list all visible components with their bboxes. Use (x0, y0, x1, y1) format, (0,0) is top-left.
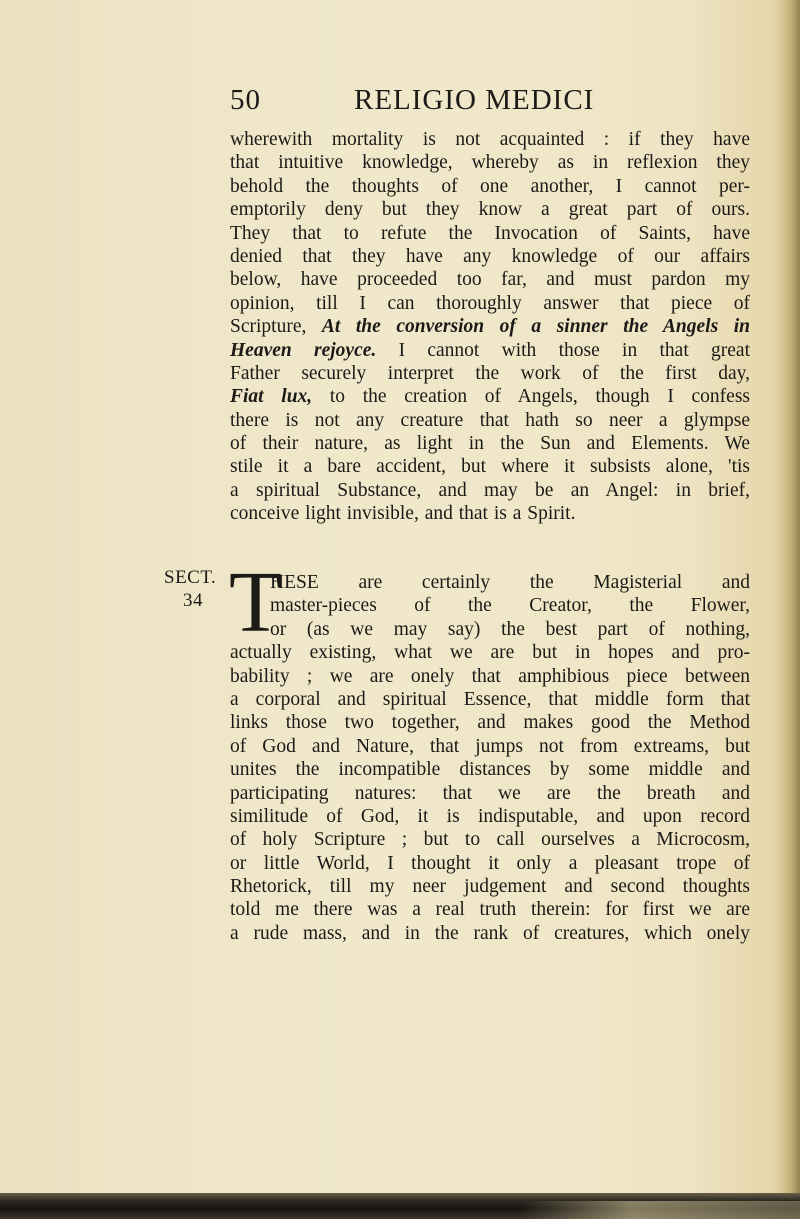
book-bottom-edge-highlight (520, 1201, 800, 1219)
text-line-with-italic (230, 339, 750, 362)
text-line: participating natures: that we are the breath and (230, 782, 750, 804)
text-line: there is not any creature that hath so neer a glympse (230, 409, 750, 431)
text-line: denied that they have any knowledge of our affairs (230, 245, 750, 267)
paragraph-one (230, 128, 750, 526)
text-line: emptorily deny but they know a great part of ours. (230, 199, 750, 221)
text-line: told me there was a real truth therein: for first we are (230, 899, 750, 921)
text-line: of holy Scripture ; but to call ourselves a Microcosm, (230, 829, 750, 851)
text-segment: I cannot with those in that great (376, 339, 750, 361)
text-line: of their nature, as light in the Sun and Elements. We (230, 433, 750, 455)
text-line: They that to refute the Invocation of Saints, have (230, 222, 750, 244)
italic-quotation: At the conversion of a sinner the Angels in (321, 316, 750, 338)
paragraph-two (230, 571, 750, 945)
text-segment: Scripture, (230, 316, 322, 338)
text-line-with-italic (230, 385, 750, 408)
text-line: a spiritual Substance, and may be an Angel: in brief, (230, 479, 750, 501)
text-line: opinion, till I can thoroughly answer that piece of (230, 292, 750, 314)
section-label: SECT. (164, 567, 217, 588)
text-line: conceive light invisible, and that is a Spirit. (230, 503, 576, 525)
text-line: that intuitive knowledge, whereby as in reflexion they (230, 152, 750, 174)
text-line: bability ; we are onely that amphibious piece between (230, 665, 750, 687)
running-title: RELIGIO MEDICI (354, 84, 595, 116)
text-line: links those two together, and makes good the Method (230, 712, 750, 734)
text-line: HESE are certainly the Magisterial and (270, 572, 750, 593)
text-segment: to the creation of Angels, though I confess (312, 386, 750, 408)
text-line: stile it a bare accident, but where it subsists alone, 'tis (230, 456, 750, 478)
text-line: Father securely interpret the work of the first day, (230, 362, 750, 384)
text-line: or (as we may say) the best part of nothing, (270, 618, 750, 640)
text-line: wherewith mortality is not acquainted : if they have (230, 129, 750, 150)
italic-quotation: Heaven rejoyce. (230, 339, 377, 361)
text-line: actually existing, what we are but in hopes and pro- (230, 642, 750, 664)
section-marker (164, 566, 222, 612)
page-number: 50 (230, 84, 261, 116)
text-line: unites the incompatible distances by some middle and (230, 759, 750, 781)
section-number: 34 (183, 590, 203, 611)
text-line: a rude mass, and in the rank of creatures, which onely (230, 922, 750, 944)
text-line: Rhetorick, till my neer judgement and second thoughts (230, 876, 750, 898)
italic-latin-phrase: Fiat lux, (230, 386, 313, 408)
text-line: a corporal and spiritual Essence, that middle form that (230, 688, 750, 710)
drop-cap: T (229, 553, 283, 650)
running-header (230, 84, 750, 120)
text-line: or little World, I thought it only a pleasant trope of (230, 852, 750, 874)
text-line: similitude of God, it is indisputable, and upon record (230, 805, 750, 827)
text-line-with-italic (230, 315, 750, 338)
text-line: below, have proceeded too far, and must pardon my (230, 269, 750, 291)
page-edge-shadow (778, 0, 800, 1219)
text-line: of God and Nature, that jumps not from extreams, but (230, 735, 750, 757)
text-line: master-pieces of the Creator, the Flower, (270, 595, 750, 617)
text-line: behold the thoughts of one another, I cannot per- (230, 175, 750, 197)
